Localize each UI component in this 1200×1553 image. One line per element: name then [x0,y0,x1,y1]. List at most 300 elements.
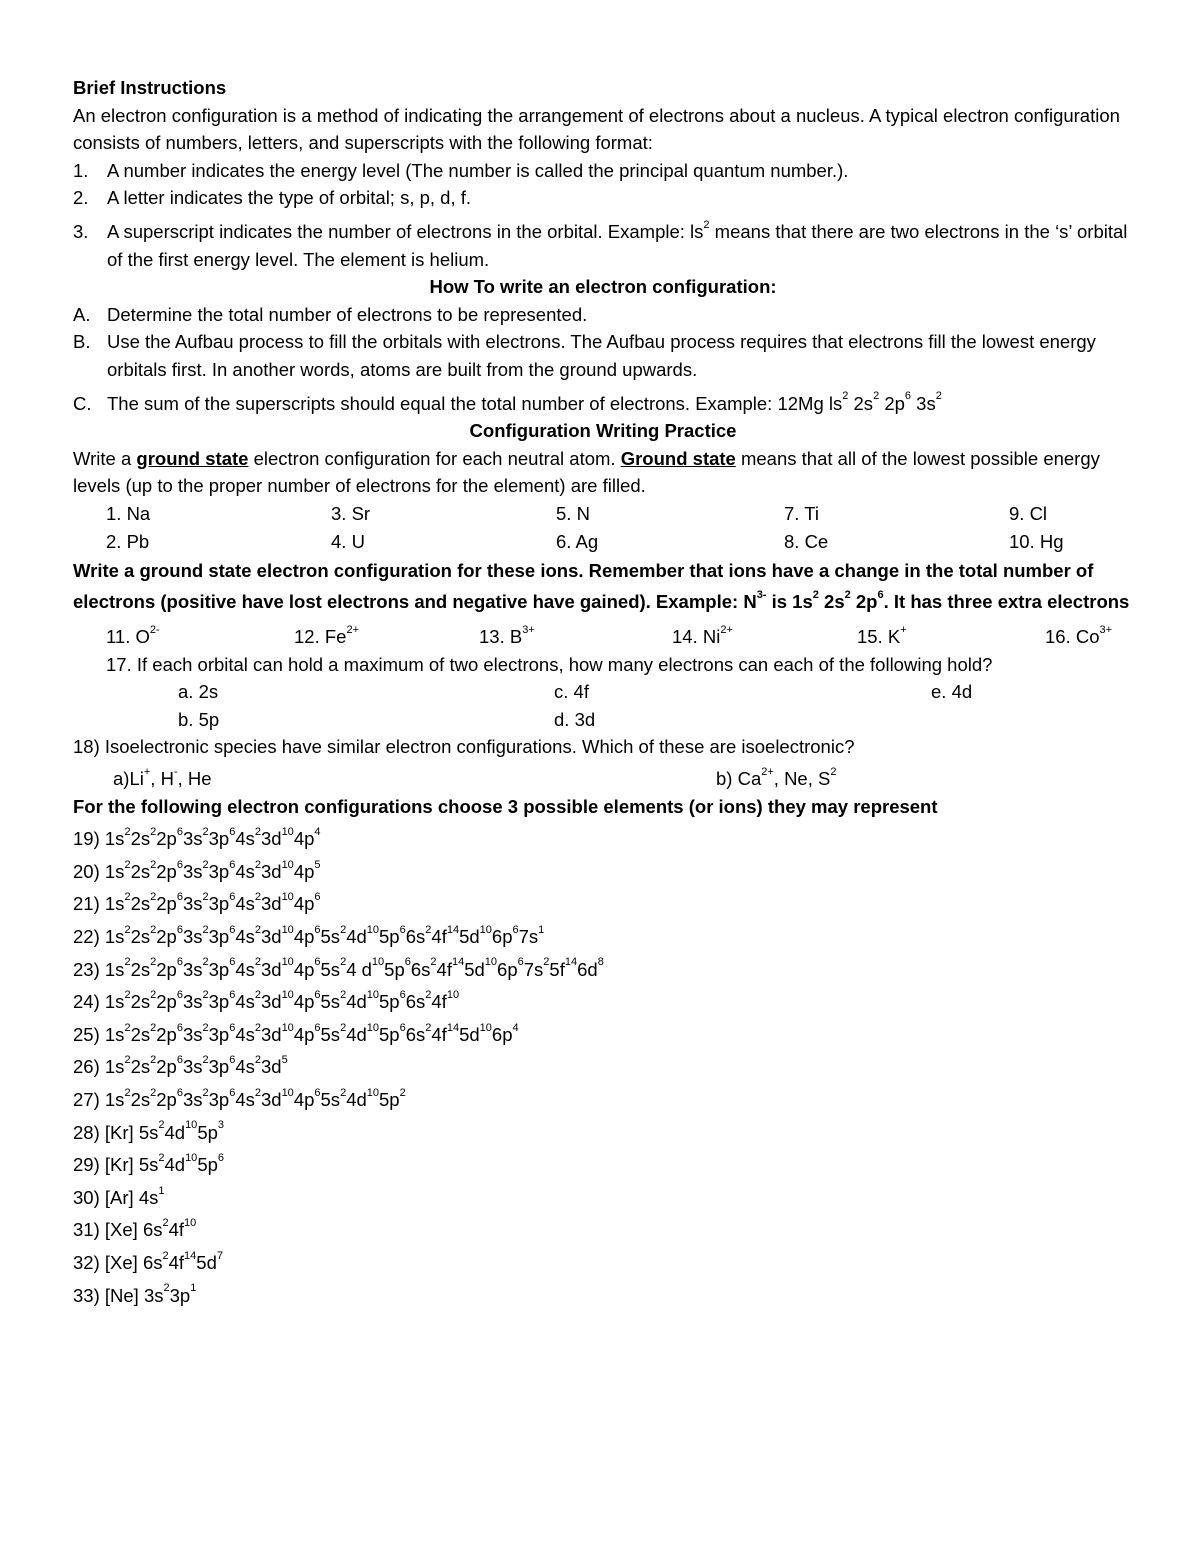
text-segment: 2p [850,591,878,613]
orbital-label: 5s [320,1089,341,1110]
orbital-label: 5f [549,958,565,980]
atom-item: 1. Na [106,502,151,524]
orbital-label: 5p [379,991,400,1013]
configuration-row [73,1119,1133,1147]
atom-item: 4. U [331,530,365,552]
orbital-label: 3s [182,1089,203,1110]
electron-count: 14 [451,956,465,969]
orbital-label: 6s [142,1251,163,1273]
orbital-label: 3p [208,893,230,915]
orbital-label: 2s [130,860,151,882]
electron-count: 3 [217,1119,225,1132]
electron-count: 2 [254,826,261,839]
electron-count: 2 [425,989,432,1002]
superscript: 2 [935,390,942,403]
list-marker: A. [73,303,91,325]
list-marker: 3. [73,220,89,242]
electron-count: 10 [281,956,294,969]
orbital-label: 7s [523,958,544,980]
question-number: 24) [73,991,105,1013]
electron-count: 6 [229,989,236,1002]
atom-item: 6. Ag [556,530,599,552]
orbital-label: 4 d [346,958,372,980]
electron-count: 10 [484,956,498,969]
orbital-label: 5d [459,1023,480,1045]
question-number: 22) [73,926,105,948]
electron-count: 14 [564,956,578,969]
orbital-label: 5s [320,958,341,980]
electron-count: 2 [254,858,261,871]
ion-item [106,623,294,651]
text-segment: , Ne, S [773,768,831,790]
electron-count: 6 [512,923,519,936]
electron-count: 5 [314,858,321,871]
orbital-label: 3p [208,958,230,980]
electron-count: 2 [124,891,131,904]
electron-count: 8 [597,956,604,969]
electron-count: 10 [366,1021,380,1034]
orbital-label: 4p [293,1023,315,1045]
mg-configuration [842,390,942,414]
orbital-label: 6p [491,1023,513,1045]
charge-superscript: 3+ [1099,623,1113,636]
orbital-label: 4d [346,1023,367,1045]
configuration-row [73,890,1133,918]
orbital-label: 2p [156,926,177,948]
configuration-row [73,858,1133,886]
orbital-label: 2s [130,893,151,915]
electron-count: 10 [479,923,492,936]
orbital-label: 5d [459,926,480,948]
orbital-label: 6s [405,991,426,1013]
text-segment: Write a ground state electron configuration for these ions. Remember that ions have a change in the total number of electrons (positive have lost electrons and negative have gained). Example: N [73,560,1094,613]
orbital-label: 6p [497,958,518,980]
orbital-item: d. 3d [554,708,596,730]
question-18: 18) Isoelectronic species have similar electron configurations. Which of these are isoelectronic? [73,736,855,758]
ion-item [672,623,857,651]
orbital-label: 6s [405,926,426,948]
orbital-label: 3p [208,828,230,850]
question-number: 19) [73,828,105,850]
electron-count: 2 [124,923,131,936]
orbital-label: 4s [235,958,255,980]
charge-superscript: 2+ [720,623,733,636]
orbital-label: 5p [379,926,400,948]
electron-count: 6 [176,989,183,1002]
superscript: 3- [756,588,767,601]
orbital-label: 4d [164,1154,186,1176]
electron-count: 6 [229,826,236,839]
electron-count: 2 [124,1021,131,1034]
superscript: 6 [877,588,884,601]
orbital-label: 3d [260,860,282,882]
orbital-label: 2p [156,991,177,1013]
electron-count: 6 [176,826,183,839]
atom-item: 3. Sr [331,502,371,524]
orbital-label: 3d [260,828,282,850]
orbital-label: 2p [156,1023,177,1045]
orbital-label: 3s [182,828,203,850]
electron-count: 1 [158,1184,165,1197]
configuration-row [73,1151,1133,1179]
electron-count: 4 [314,826,321,839]
orbital-label: 4s [235,893,255,915]
electron-count: 2 [254,1086,261,1099]
orbital-label: 4s [235,828,255,850]
electron-count: 10 [281,826,294,839]
orbital-label: 1s [104,860,125,882]
electron-count: 6 [176,858,183,871]
question-number: 33) [Ne] [73,1284,144,1306]
question-number: 31) [Xe] [73,1219,143,1241]
electron-count: 2 [425,1021,432,1034]
howto-item-b [73,328,1133,383]
orbital-label: 5p [197,1154,218,1176]
orbital-label: 4s [235,926,255,948]
howto-heading: How To write an electron configuration: [429,276,777,298]
configuration-row [73,1053,1133,1081]
charge-superscript: 2- [149,623,160,636]
electron-count: 2 [340,1021,347,1034]
question-number: 26) [73,1056,105,1078]
orbital-label: 2s [130,1056,151,1078]
orbital-label: 3s [182,860,203,882]
electron-count: 2 [430,956,437,969]
list-marker: C. [73,392,92,414]
orbital-label: 5s [138,1154,159,1176]
electron-count: 6 [404,956,411,969]
orbital-label: 4f [431,926,447,948]
electron-count: 2 [124,826,131,839]
orbital-label: 3p [208,991,230,1013]
electron-count: 6 [399,1021,406,1034]
electron-count: 6 [229,956,236,969]
orbital-label: 3p [208,926,230,948]
orbital-label: 5p [379,1023,400,1045]
orbital-label: 3s [182,926,203,948]
electron-count: 14 [446,923,460,936]
superscript: 2+ [761,765,774,778]
orbital-label: 3p [208,1023,230,1045]
electron-count: 2 [202,891,209,904]
charge-superscript: 3+ [522,623,535,636]
configuration-row [73,988,1133,1016]
superscript: 2 [844,588,851,601]
orbital-label: 4s [235,860,255,882]
configuration-row [73,1184,1133,1212]
superscript: 2 [842,390,849,403]
ion-item [1045,623,1165,651]
electron-count: 10 [281,1086,294,1099]
orbital-label: 4s [138,1186,159,1208]
text-segment: 2s [848,392,874,414]
electron-count: 6 [176,956,183,969]
orbital-label: 6s [410,958,431,980]
orbital-item: e. 4d [931,681,973,703]
orbital-label: 4d [346,926,367,948]
orbital-label: 2p [156,958,177,980]
option-b [716,765,1016,793]
electron-count: 2 [202,1054,209,1067]
practice-heading: Configuration Writing Practice [469,420,737,442]
electron-count: 10 [446,989,460,1002]
electron-count: 2 [150,826,157,839]
orbital-label: 6d [577,958,598,980]
question-number: 30) [Ar] [73,1186,139,1208]
orbital-label: 2p [156,893,177,915]
electron-count: 2 [254,956,261,969]
electron-count: 2 [150,1021,157,1034]
electron-count: 10 [366,923,380,936]
electron-count: 6 [314,1086,321,1099]
superscript: + [143,765,151,778]
text-segment: The sum of the superscripts should equal the total number of electrons. Example: 12Mg ls [107,392,843,414]
electron-count: 2 [340,989,347,1002]
electron-count: 2 [150,891,157,904]
electron-count: 10 [281,891,294,904]
text-segment: . It has three extra electrons [883,591,1130,613]
ions-prompt [73,555,1133,617]
electron-count: 2 [150,956,157,969]
text-segment: b) Ca [716,768,762,790]
orbital-label: 3s [143,1284,164,1306]
configuration-row [73,1282,1133,1310]
option-a [113,765,716,793]
list-marker: B. [73,331,91,353]
text-segment: Write a [73,447,137,469]
orbital-label: 3d [260,1023,282,1045]
orbital-label: 4s [235,991,255,1013]
orbital-label: 3s [182,958,203,980]
electron-count: 2 [340,923,347,936]
electron-count: 1 [538,923,545,936]
orbital-label: 1s [104,1056,125,1078]
text-segment: 15. K [857,626,901,648]
orbital-item: b. 5p [178,708,220,730]
electron-count: 2 [124,858,131,871]
electron-count: 10 [281,1021,294,1034]
text-segment: means that there are two electrons in the ‘s’ orbital of the first energy level. The element is helium. [107,220,1128,270]
superscript: 6 [904,390,912,403]
electron-count: 2 [254,989,261,1002]
text-segment: is 1s [766,591,813,613]
electron-count: 6 [176,923,183,936]
orbital-item: c. 4f [554,681,589,703]
superscript: 2 [873,390,880,403]
atom-item: 10. Hg [1009,530,1064,552]
orbital-label: 1s [104,1089,125,1110]
ion-list [73,623,1133,651]
orbital-label: 3d [260,926,282,948]
orbital-label: 4p [293,991,315,1013]
text-segment: 13. B [479,626,523,648]
question-number: 27) [73,1089,105,1110]
question-number: 25) [73,1023,105,1045]
superscript: 2 [830,765,837,778]
electron-count: 6 [314,956,321,969]
electron-count: 2 [254,1054,261,1067]
question-number: 32) [Xe] [73,1251,143,1273]
orbital-label: 4p [293,926,315,948]
electron-count: 2 [543,956,550,969]
electron-count: 6 [314,923,321,936]
question-number: 21) [73,893,105,915]
electron-count: 6 [229,858,236,871]
orbital-label: 4f [168,1219,185,1241]
list-marker: 1. [73,159,89,181]
configuration-list [73,825,1133,1309]
text-segment: 11. O [106,626,150,648]
configuration-row [73,956,1133,984]
atom-list [73,500,1133,555]
electron-count: 2 [202,956,209,969]
electron-count: 2 [202,989,209,1002]
electron-count: 2 [163,1282,170,1295]
ion-item [857,623,1045,651]
orbital-label: 1s [104,1023,125,1045]
orbital-label: 3s [182,1056,203,1078]
configuration-row [73,923,1133,951]
electron-count: 10 [366,1086,380,1099]
orbital-label: 4f [431,991,447,1013]
orbital-label: 4p [293,828,315,850]
orbital-label: 2p [156,1089,177,1110]
orbital-label: 4s [235,1056,255,1078]
text-segment: 16. Co [1045,626,1100,648]
orbital-label: 2s [130,1023,151,1045]
text-segment: electron configuration for each neutral atom. [248,447,621,469]
electron-count: 2 [124,989,131,1002]
electron-count: 2 [399,1086,406,1099]
howto-text: Determine the total number of electrons to be represented. [107,303,588,325]
electron-count: 2 [202,1086,209,1099]
text-segment: a)Li [113,768,144,790]
electron-count: 10 [281,858,294,871]
orbital-label: 4p [293,1089,315,1110]
orbital-label: 3d [260,991,282,1013]
orbital-label: 3p [208,1089,230,1110]
orbital-label: 5p [384,958,405,980]
electron-count: 6 [217,1152,225,1165]
orbital-label: 4d [346,991,367,1013]
orbital-label: 1s [104,926,125,948]
electron-count: 6 [314,989,321,1002]
howto-item-a [73,301,1133,329]
orbital-label: 4f [168,1251,185,1273]
orbital-label: 5d [464,958,485,980]
electron-count: 14 [184,1249,197,1262]
orbital-list [73,678,1133,733]
orbital-label: 2s [130,1089,151,1110]
electron-count: 6 [314,891,321,904]
orbital-label: 1s [104,958,125,980]
orbital-label: 5d [196,1251,217,1273]
practice-intro [73,445,1133,500]
text-segment: , He [177,768,212,790]
howto-text [107,390,1133,418]
question-number: 28) [Kr] [73,1121,139,1143]
question-17: 17. If each orbital can hold a maximum of two electrons, how many electrons can each of the following hold? [106,653,993,675]
text-segment: , H [150,768,174,790]
orbital-label: 4p [293,893,315,915]
electron-count: 2 [158,1152,165,1165]
configuration-row [73,825,1133,853]
orbital-label: 3s [182,893,203,915]
brief-instructions-heading: Brief Instructions [73,77,227,98]
orbital-label: 2p [156,860,177,882]
orbital-label: 4f [431,1023,447,1045]
text-segment: 14. Ni [672,626,721,648]
electron-count: 6 [229,1021,236,1034]
electron-count: 2 [254,923,261,936]
electron-count: 6 [176,1086,183,1099]
orbital-label: 4p [293,958,315,980]
electron-count: 10 [185,1119,198,1132]
orbital-label: 6p [491,926,513,948]
instruction-item-2 [73,184,1133,212]
electron-count: 5 [281,1054,288,1067]
intro-paragraph: An electron configuration is a method of indicating the arrangement of electrons about a nucleus. A typical electron configuration consists of numbers, letters, and superscripts with the following format: [73,104,1120,154]
orbital-item: a. 2s [178,681,219,703]
electron-count: 2 [150,989,157,1002]
orbital-label: 5s [320,991,341,1013]
question-number: 29) [Kr] [73,1154,139,1176]
text-segment: means that all of the lowest possible energy levels (up to the proper number of electrons for the element) are filled. [73,447,1100,497]
orbital-label: 5s [138,1121,159,1143]
atom-item: 7. Ti [784,502,819,524]
orbital-label: 1s [104,991,125,1013]
orbital-label: 4d [164,1121,186,1143]
orbital-label: 3d [260,958,282,980]
electron-count: 2 [254,891,261,904]
orbital-label: 6s [142,1219,163,1241]
howto-item-c [73,390,1133,418]
electron-count: 2 [254,1021,261,1034]
electron-count: 2 [158,1119,165,1132]
atom-item: 8. Ce [784,530,829,552]
electron-count: 2 [340,1086,347,1099]
orbital-label: 2s [130,958,151,980]
orbital-label: 4s [235,1023,255,1045]
electron-count: 6 [229,923,236,936]
orbital-label: 5s [320,926,341,948]
superscript: 2 [812,588,819,601]
orbital-label: 1s [104,828,125,850]
electron-count: 6 [176,891,183,904]
electron-count: 10 [184,1217,197,1230]
electron-count: 2 [150,858,157,871]
electron-count: 2 [202,858,209,871]
superscript: 2 [703,218,710,231]
configuration-row [73,1086,1133,1114]
orbital-label: 4s [235,1089,255,1110]
orbital-label: 3d [260,893,282,915]
orbital-label: 2p [156,828,177,850]
configuration-row [73,1216,1133,1244]
electron-count: 7 [216,1249,223,1262]
instruction-text [107,218,1133,273]
electron-count: 1 [190,1282,197,1295]
electron-count: 2 [124,1086,131,1099]
text-segment: A superscript indicates the number of electrons in the orbital. Example: ls [107,220,704,242]
ion-item [294,623,479,651]
atom-item: 9. Cl [1009,502,1048,524]
orbital-label: 2s [130,991,151,1013]
electron-count: 10 [185,1152,198,1165]
orbital-label: 3d [260,1089,282,1110]
configs-heading: For the following electron configurations choose 3 possible elements (or ions) they may represent [73,795,938,817]
isoelectronic-options [73,765,1133,793]
